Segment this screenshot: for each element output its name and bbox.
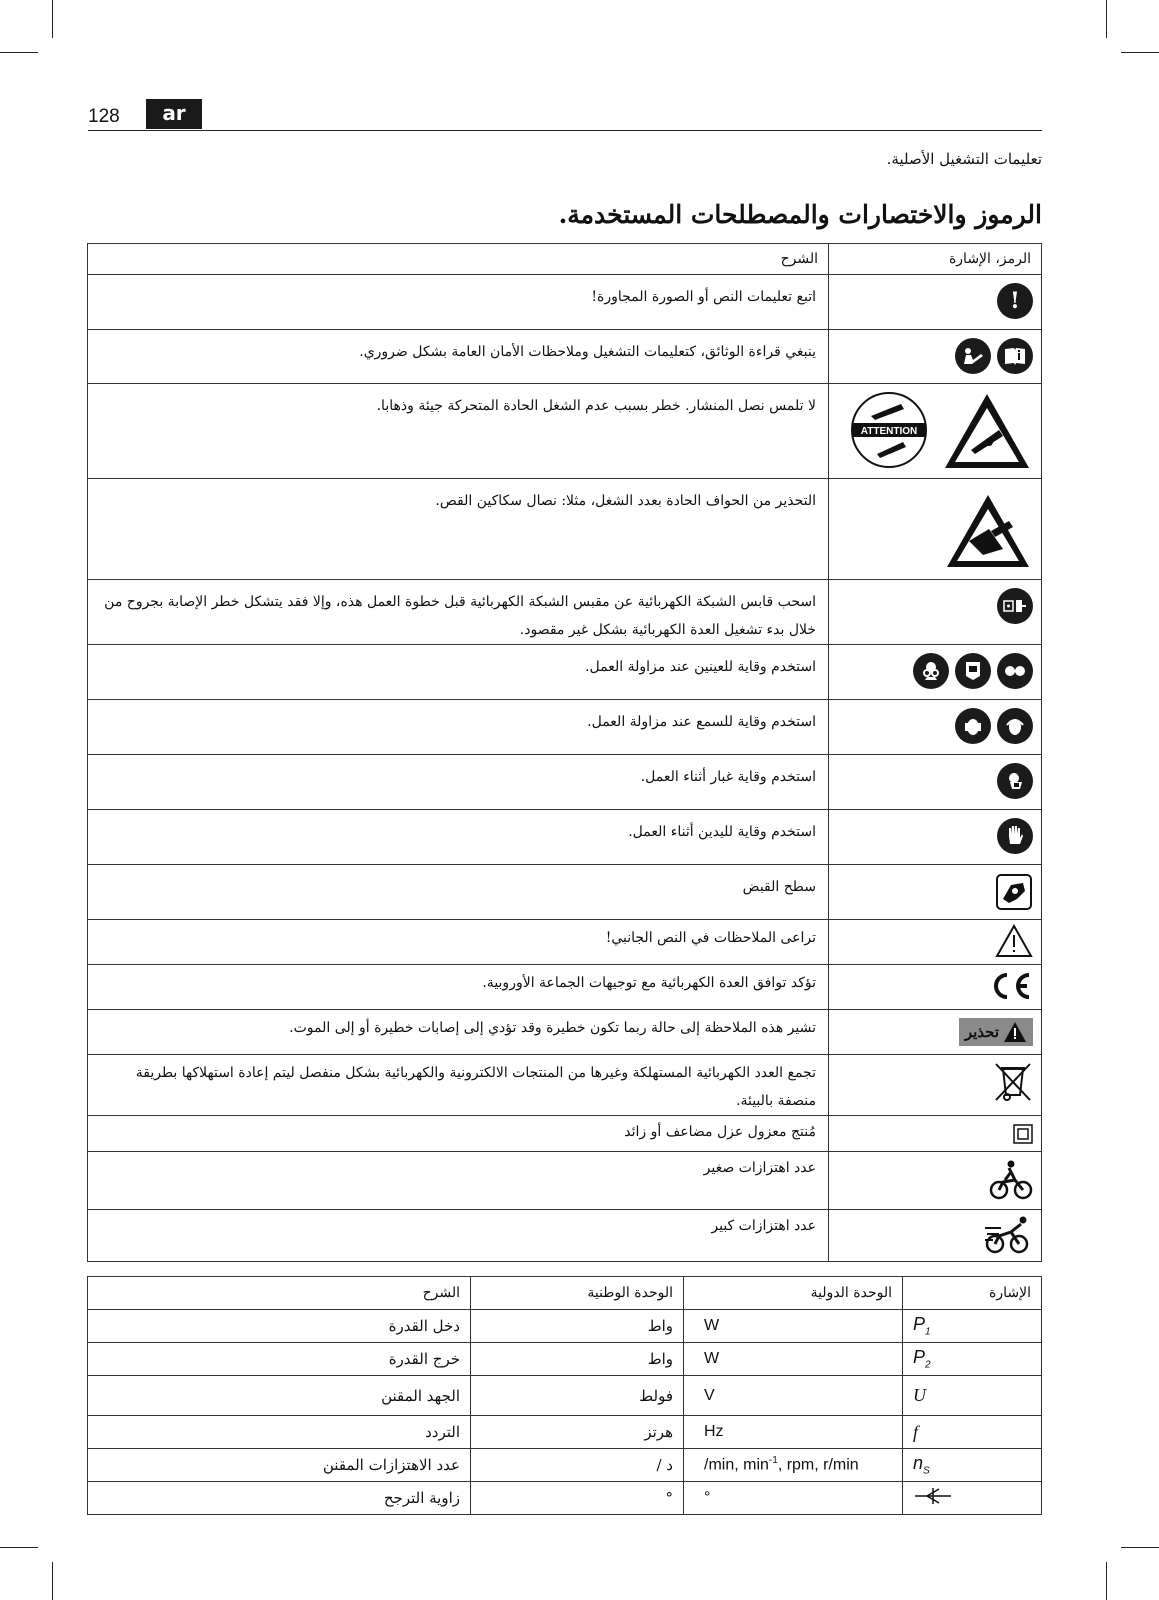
row-description: استخدم وقاية غبار أثناء العمل. <box>88 755 829 810</box>
unit-part: /min, min <box>704 1456 769 1474</box>
header-sign: الإشارة <box>903 1277 1042 1310</box>
table-row <box>88 965 1042 1010</box>
header-rule <box>88 130 1042 131</box>
row-description: تجمع العدد الكهربائية المستهلكة وغيرها من المنتجات الالكترونية والكهربائية بشكل منفصل ليتم إعادة استهلاكها بطريقة منصفة بالبيئة. <box>88 1055 829 1116</box>
row-description: عدد اهتزازات كبير <box>88 1210 829 1262</box>
protective-gloves-icon <box>997 818 1033 854</box>
row-description: ينبغي قراءة الوثائق، كتعليمات التشغيل وملاحظات الأمان العامة بشكل ضروري. <box>88 330 829 384</box>
unit-description: خرج القدرة <box>88 1343 471 1376</box>
table-row <box>88 645 1042 700</box>
fast-cyclist-icon <box>983 1214 1033 1258</box>
header-description: الشرح <box>88 244 829 275</box>
crop-mark <box>0 52 38 53</box>
table-row <box>88 1210 1042 1262</box>
table-row <box>88 1376 1042 1416</box>
row-description: سطح القبض <box>88 865 829 920</box>
caution-triangle-icon <box>995 924 1033 958</box>
table-row <box>88 920 1042 965</box>
table-row <box>88 384 1042 479</box>
row-description: استخدم وقاية للسمع عند مزاولة العمل. <box>88 700 829 755</box>
sign-symbol: P <box>913 1314 926 1335</box>
table-row <box>88 1152 1042 1210</box>
national-unit: واط <box>471 1343 684 1376</box>
table-row <box>88 479 1042 580</box>
attention-saw-icon <box>849 390 929 470</box>
table-row <box>88 1416 1042 1449</box>
crop-mark <box>52 1562 53 1600</box>
row-description: استخدم وقاية للعينين عند مزاولة العمل. <box>88 645 829 700</box>
protective-glasses-icon <box>913 653 949 689</box>
attention-label: ATTENTION <box>860 426 918 437</box>
unplug-icon <box>997 588 1033 624</box>
international-unit: V <box>684 1376 903 1416</box>
crop-mark <box>1106 1562 1107 1600</box>
international-unit: Hz <box>684 1416 903 1449</box>
unit-description: التردد <box>88 1416 471 1449</box>
sign-subscript: S <box>923 1465 930 1477</box>
international-unit <box>684 1449 903 1482</box>
unit-part: , rpm, r/min <box>777 1456 859 1474</box>
national-unit: هرتز <box>471 1416 684 1449</box>
sharp-edges-warning-icon <box>943 491 1033 571</box>
crop-mark <box>1121 52 1159 53</box>
table-row <box>88 1055 1042 1116</box>
crop-mark <box>52 0 53 38</box>
row-description: اتبع تعليمات النص أو الصورة المجاورة! <box>88 275 829 330</box>
ce-mark-icon <box>989 971 1033 1001</box>
header-international-unit: الوحدة الدولية <box>684 1277 903 1310</box>
row-description: عدد اهتزازات صغير <box>88 1152 829 1210</box>
international-unit: ° <box>684 1482 903 1515</box>
page-number: 128 <box>88 106 120 127</box>
row-description: لا تلمس نصل المنشار. خطر بسبب عدم الشغل الحادة المتحركة جيئة وذهابا. <box>88 384 829 479</box>
saw-blade-warning-icon <box>941 390 1033 472</box>
header-symbol: الرمز، الإشارة <box>829 244 1042 275</box>
sign-symbol: P <box>913 1347 926 1368</box>
mandatory-exclamation-icon: ! <box>997 283 1033 319</box>
table-row <box>88 330 1042 384</box>
row-description: تؤكد توافق العدة الكهربائية مع توجيهات الجماعة الأوروبية. <box>88 965 829 1010</box>
read-instructions-icon <box>955 338 991 374</box>
safety-goggles-icon <box>997 653 1033 689</box>
table-row <box>88 275 1042 330</box>
row-description: اسحب قابس الشبكة الكهربائية عن مقبس الشبكة الكهربائية قبل خطوة العمل هذه، وإلا فقد يتشكل خطر الإصابة بجروح من خلال بدء تشغيل العدة الكهربائية بشكل غير مقصود. <box>88 580 829 645</box>
table-row <box>88 1116 1042 1152</box>
dust-mask-icon <box>997 763 1033 799</box>
table-row <box>88 700 1042 755</box>
national-unit: فولط <box>471 1376 684 1416</box>
section-title: الرموز والاختصارات والمصطلحات المستخدمة. <box>558 200 1042 229</box>
table-row <box>88 580 1042 645</box>
sign-symbol: f <box>913 1421 919 1442</box>
national-unit: ° <box>471 1482 684 1515</box>
row-description: مُنتج معزول عزل مضاعف أو زائد <box>88 1116 829 1152</box>
row-description: تشير هذه الملاحظة إلى حالة ربما تكون خطيرة وقد تؤدي إلى إصابات خطيرة أو إلى الموت. <box>88 1010 829 1055</box>
warning-badge <box>959 1018 1033 1046</box>
table-row <box>88 810 1042 865</box>
table-row <box>88 1449 1042 1482</box>
row-description: تراعى الملاحظات في النص الجانبي! <box>88 920 829 965</box>
symbols-table <box>87 243 1042 1262</box>
header-national-unit: الوحدة الوطنية <box>471 1277 684 1310</box>
warning-triangle-icon <box>1003 1021 1027 1043</box>
face-shield-icon <box>955 653 991 689</box>
angle-icon <box>913 1486 953 1506</box>
units-header-row <box>88 1277 1042 1310</box>
unit-description: دخل القدرة <box>88 1310 471 1343</box>
unit-description: زاوية الترجح <box>88 1482 471 1515</box>
sign-symbol: n <box>913 1453 924 1474</box>
read-manual-icon <box>997 338 1033 374</box>
sign-symbol: U <box>913 1385 926 1405</box>
units-table <box>87 1276 1042 1515</box>
slow-cyclist-icon <box>989 1158 1033 1202</box>
unit-exponent: -1 <box>768 1455 778 1467</box>
table-row <box>88 755 1042 810</box>
table-row <box>88 1010 1042 1055</box>
international-unit: W <box>684 1343 903 1376</box>
sign-subscript: 2 <box>925 1359 931 1371</box>
unit-description: عدد الاهتزازات المقنن <box>88 1449 471 1482</box>
double-insulation-icon <box>1013 1124 1033 1144</box>
grip-surface-icon <box>995 873 1033 911</box>
table-row <box>88 1343 1042 1376</box>
national-unit: د / <box>471 1449 684 1482</box>
table-row <box>88 865 1042 920</box>
row-description: التحذير من الحواف الحادة بعدد الشغل، مثلا: نصال سكاكين القص. <box>88 479 829 580</box>
crop-mark <box>1121 1547 1159 1548</box>
warning-label: تحذير <box>964 1023 999 1041</box>
national-unit: واط <box>471 1310 684 1343</box>
unit-description: الجهد المقنن <box>88 1376 471 1416</box>
international-unit: W <box>684 1310 903 1343</box>
row-description: استخدم وقاية لليدين أثناء العمل. <box>88 810 829 865</box>
ear-protection-icon <box>997 708 1033 744</box>
crop-mark <box>1106 0 1107 38</box>
sign-subscript: 1 <box>925 1326 931 1338</box>
header-description: الشرح <box>88 1277 471 1310</box>
table-row <box>88 1310 1042 1343</box>
ear-muffs-icon <box>955 708 991 744</box>
language-badge: ar <box>146 99 202 129</box>
weee-crossed-bin-icon <box>993 1061 1033 1103</box>
document-subtitle: تعليمات التشغيل الأصلية. <box>886 150 1042 168</box>
crop-mark <box>0 1547 38 1548</box>
table-row <box>88 1482 1042 1515</box>
table-header-row <box>88 244 1042 275</box>
